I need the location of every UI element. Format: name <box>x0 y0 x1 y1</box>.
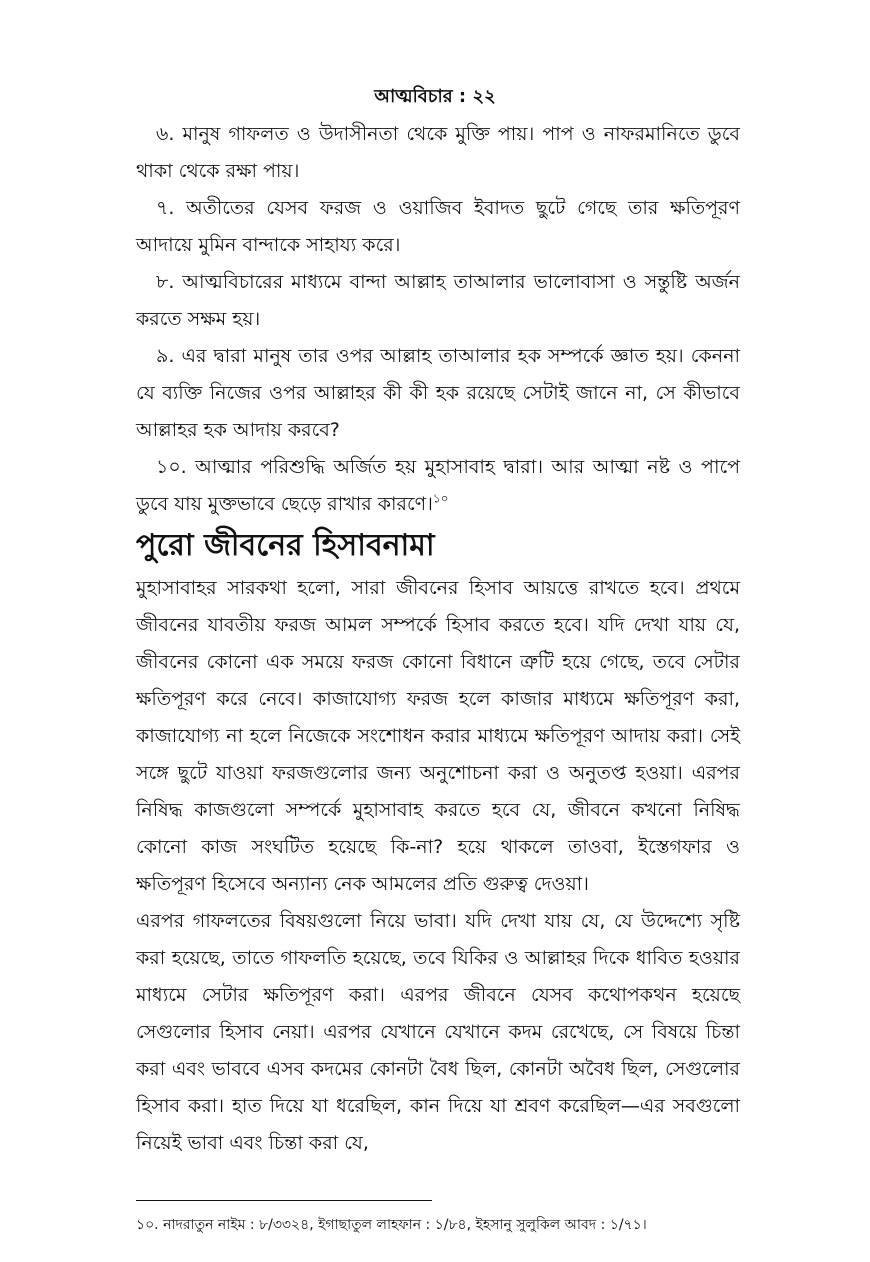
point-number: ১০. <box>156 456 187 478</box>
point-text: আত্মবিচারের মাধ্যমে বান্দা আল্লাহ তাআলার ভালোবাসা ও সন্তুষ্টি অর্জন করতে সক্ষম হয়। <box>136 271 740 330</box>
point-text: এর দ্বারা মানুষ তার ওপর আল্লাহ তাআলার হক সম্পর্কে জ্ঞাত হয়। কেননা যে ব্যক্তি নিজের ওপর আল্লাহর কী কী হক রয়েছে সেটাই জানে না, সে কীভাবে আল্লাহর হক আদায় করবে? <box>136 345 740 441</box>
point-6 <box>136 116 740 190</box>
point-7 <box>136 190 740 264</box>
running-head: আত্মবিচার : ২২ <box>374 86 496 107</box>
point-10 <box>136 449 740 523</box>
point-8 <box>136 264 740 338</box>
point-text: অতীতের যেসব ফরজ ও ওয়াজিব ইবাদত ছুটে গেছে তার ক্ষতিপূরণ আদায়ে মুমিন বান্দাকে সাহায্য করে। <box>136 197 740 256</box>
point-number: ৮. <box>156 271 175 293</box>
section-paragraph-1: মুহাসাবাহর সারকথা হলো, সারা জীবনের হিসাব আয়ত্তে রাখতে হবে। প্রথমে জীবনের যাবতীয় ফরজ আমল সম্পর্কে হিসাব করতে হবে। যদি দেখা যায় যে, জীবনের কোনো এক সময়ে ফরজ কোনো বিধানে ত্রুটি হয়ে গেছে, তবে সেটার ক্ষতিপূরণ করে নেবে। কাজাযোগ্য ফরজ হলে কাজার মাধ্যমে ক্ষতিপূরণ করা, কাজাযোগ্য না হলে নিজেকে সংশোধন করার মাধ্যমে ক্ষতিপূরণ আদায় করা। সেই সঙ্গে ছুটে যাওয়া ফরজগুলোর জন্য অনুশোচনা করা ও অনুতপ্ত হওয়া। এরপর নিষিদ্ধ কাজগুলো সম্পর্কে মুহাসাবাহ করতে হবে যে, জীবনে কখনো নিষিদ্ধ কোনো কাজ সংঘটিত হয়েছে কি-না? হয়ে থাকলে তাওবা, ইস্তেগফার ও ক্ষতিপূরণ হিসেবে অন্যান্য নেক আমলের প্রতি গুরুত্ব দেওয়া। <box>136 577 740 895</box>
footnote: ১০. নাদরাতুন নাইম : ৮/৩৩২৪, ইগাছাতুল লাহফান : ১/৮৪, ইহসানু সুলুকিল আবদ : ১/৭১। <box>136 1217 647 1233</box>
section-paragraph-2: এরপর গাফলতের বিষয়গুলো নিয়ে ভাবা। যদি দেখা যায় যে, যে উদ্দেশ্যে সৃষ্টি করা হয়েছে, তাতে গাফলতি হয়েছে, তবে যিকির ও আল্লাহর দিকে ধাবিত হওয়ার মাধ্যমে সেটার ক্ষতিপূরণ করা। এরপর জীবনে যেসব কথোপকথন হয়েছে সেগুলোর হিসাব নেয়া। এরপর যেখানে যেখানে কদম রেখেছে, সে বিষয়ে চিন্তা করা এবং ভাববে এসব কদমের কোনটা বৈধ ছিল, কোনটা অবৈধ ছিল, সেগুলোর হিসাব করা। হাত দিয়ে যা ধরেছিল, কান দিয়ে যা শ্রবণ করেছিল—এর সবগুলো নিয়েই ভাবা এবং চিন্তা করা যে, <box>136 910 740 1154</box>
point-number: ৯. <box>156 345 175 367</box>
footnote-divider <box>136 1200 432 1201</box>
point-text: আত্মার পরিশুদ্ধি অর্জিত হয় মুহাসাবাহ দ্বারা। আর আত্মা নষ্ট ও পাপে ডুবে যায় মুক্তভাবে ছেড়ে রাখার কারণে। <box>136 456 740 515</box>
point-number: ৭. <box>156 197 175 219</box>
point-number: ৬. <box>156 123 175 145</box>
point-9 <box>136 338 740 449</box>
point-text: মানুষ গাফলত ও উদাসীনতা থেকে মুক্তি পায়। পাপ ও নাফরমানিতে ডুবে থাকা থেকে রক্ষা পায়। <box>136 123 740 182</box>
section-heading: পুরো জীবনের হিসাবনামা <box>136 528 435 563</box>
footnote-reference: ১০ <box>432 491 449 506</box>
